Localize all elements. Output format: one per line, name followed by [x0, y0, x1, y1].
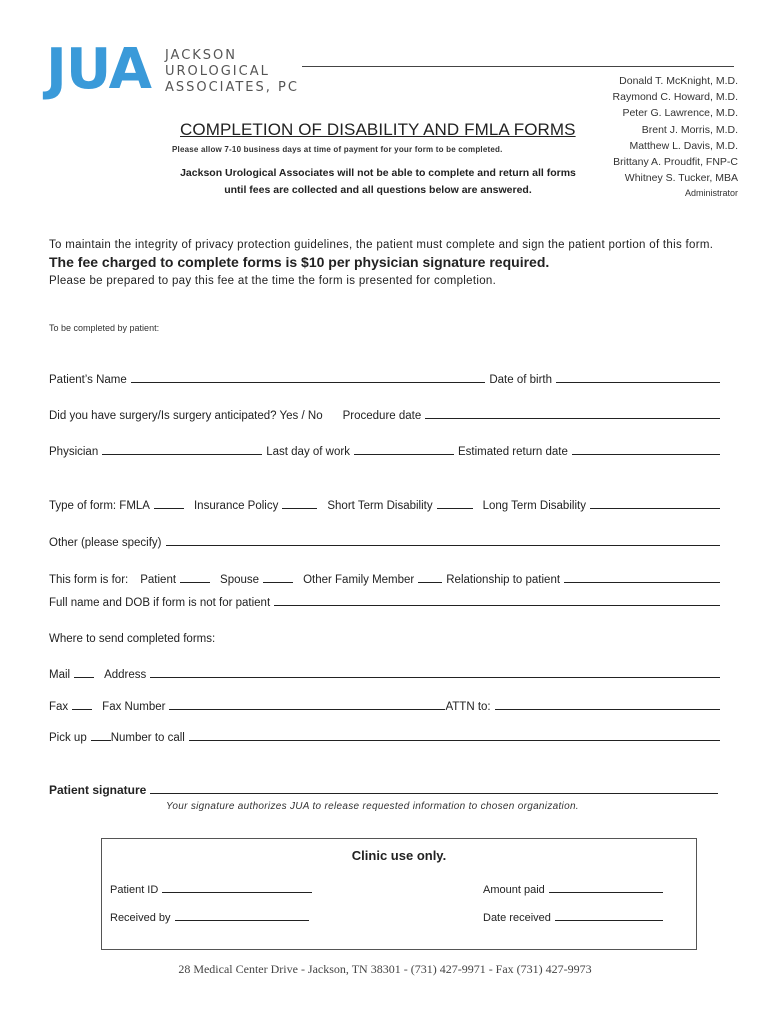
- received-by-label: Received by: [110, 912, 171, 924]
- address-field[interactable]: [150, 666, 720, 678]
- fee-warning-line-2: until fees are collected and all questions below are answered.: [224, 184, 532, 196]
- insurance-field[interactable]: [282, 497, 317, 509]
- fax-number-field[interactable]: [169, 698, 445, 710]
- staff-name: Brittany A. Proudfit, FNP-C: [613, 156, 738, 169]
- form-for-label: This form is for:: [49, 574, 129, 586]
- number-to-call-field[interactable]: [189, 729, 720, 741]
- clinic-row: [110, 881, 312, 896]
- clinic-use-box: [101, 838, 697, 950]
- spouse-option-label: Spouse: [220, 574, 260, 586]
- staff-name: Matthew L. Davis, M.D.: [629, 139, 738, 152]
- fax-label: Fax: [49, 701, 69, 713]
- form-row: [49, 371, 720, 386]
- patient-id-label: Patient ID: [110, 884, 159, 896]
- patient-option-label: Patient: [140, 574, 177, 586]
- processing-time-note: Please allow 7-10 business days at time of payment for your form to be completed.: [172, 145, 503, 154]
- mail-checkbox-field[interactable]: [74, 666, 94, 678]
- amount-paid-label: Amount paid: [483, 884, 545, 896]
- form-row: [49, 782, 720, 797]
- form-row: [49, 534, 720, 549]
- relationship-field[interactable]: [564, 571, 720, 583]
- insurance-label: Insurance Policy: [193, 500, 279, 512]
- return-date-label: Estimated return date: [457, 446, 568, 458]
- form-type-fmla-label: Type of form: FMLA: [49, 500, 150, 512]
- date-received-field[interactable]: [555, 909, 663, 921]
- patient-signature-field[interactable]: [150, 782, 718, 794]
- header-divider: [302, 66, 734, 67]
- attn-label: ATTN to:: [445, 701, 491, 713]
- staff-name: Whitney S. Tucker, MBA: [624, 172, 738, 185]
- intro-text: To maintain the integrity of privacy protection guidelines, the patient must complete and sign the patient portion of this form.: [49, 239, 714, 251]
- amount-paid-field[interactable]: [549, 881, 663, 893]
- staff-role: Administrator: [684, 188, 738, 199]
- fee-warning-line-1: Jackson Urological Associates will not be able to complete and return all forms: [180, 167, 576, 179]
- form-row: [49, 729, 720, 744]
- staff-name: Brent J. Morris, M.D.: [641, 123, 738, 136]
- patient-name-label: Patient’s Name: [49, 374, 127, 386]
- date-received-label: Date received: [483, 912, 551, 924]
- clinic-row: [483, 881, 663, 896]
- physician-label: Physician: [49, 446, 99, 458]
- spouse-option-field[interactable]: [263, 571, 293, 583]
- signature-authorization-note: Your signature authorizes JUA to release requested information to chosen organization.: [166, 801, 579, 812]
- clinic-row: [483, 909, 663, 924]
- pick-up-checkbox-field[interactable]: [91, 729, 111, 741]
- logo-mark: JUA: [46, 37, 151, 102]
- staff-name: Donald T. McKnight, M.D.: [619, 75, 738, 87]
- address-label: Address: [104, 669, 147, 681]
- pick-up-label: Pick up: [49, 732, 87, 744]
- fax-checkbox-field[interactable]: [72, 698, 92, 710]
- other-family-label: Other Family Member: [303, 574, 415, 586]
- procedure-date-label: Procedure date: [342, 410, 422, 422]
- received-by-field[interactable]: [175, 909, 309, 921]
- last-day-field[interactable]: [354, 443, 454, 455]
- intro-text-2: Please be prepared to pay this fee at the time the form is presented for completion.: [49, 275, 497, 287]
- logo-name-line-3: ASSOCIATES, PC: [164, 80, 299, 95]
- patient-name-field[interactable]: [131, 371, 486, 383]
- short-term-label: Short Term Disability: [327, 500, 433, 512]
- fax-number-label: Fax Number: [102, 701, 166, 713]
- form-row: [49, 497, 720, 512]
- logo-name: [165, 48, 299, 96]
- fee-warning: [162, 165, 594, 199]
- staff-name: Raymond C. Howard, M.D.: [612, 91, 738, 104]
- clinic-row: [110, 909, 309, 924]
- staff-list: [613, 73, 738, 200]
- physician-field[interactable]: [102, 443, 262, 455]
- form-row: [49, 633, 720, 645]
- fmla-field[interactable]: [154, 497, 184, 509]
- dob-field[interactable]: [556, 371, 720, 383]
- section-label: To be completed by patient:: [49, 323, 160, 333]
- staff-name: Peter G. Lawrence, M.D.: [622, 107, 738, 120]
- mail-label: Mail: [49, 669, 71, 681]
- procedure-date-field[interactable]: [425, 407, 720, 419]
- intro-paragraph: [49, 237, 721, 290]
- dob-label: Date of birth: [489, 374, 552, 386]
- logo-name-line-2: UROLOGICAL: [164, 64, 270, 79]
- return-date-field[interactable]: [572, 443, 720, 455]
- form-title: COMPLETION OF DISABILITY AND FMLA FORMS: [180, 120, 576, 139]
- form-row: [49, 443, 720, 458]
- patient-id-field[interactable]: [162, 881, 312, 893]
- long-term-field[interactable]: [590, 497, 720, 509]
- form-row: [49, 407, 720, 422]
- other-label: Other (please specify): [49, 537, 162, 549]
- surgery-question: Did you have surgery/Is surgery anticipated? Yes / No: [49, 410, 323, 422]
- long-term-label: Long Term Disability: [482, 500, 586, 512]
- jua-logo: [46, 37, 299, 102]
- last-day-label: Last day of work: [266, 446, 350, 458]
- clinic-use-title: Clinic use only.: [351, 848, 447, 863]
- form-row: [49, 571, 720, 586]
- form-row: [49, 698, 720, 713]
- full-name-dob-label: Full name and DOB if form is not for patient: [49, 597, 271, 609]
- form-row: [49, 666, 720, 681]
- form-row: [49, 594, 720, 609]
- where-to-send-label: Where to send completed forms:: [49, 633, 216, 645]
- footer-contact: 28 Medical Center Drive - Jackson, TN 38301 - (731) 427-9971 - Fax (731) 427-9973: [178, 962, 592, 976]
- attn-field[interactable]: [495, 698, 720, 710]
- fee-statement: The fee charged to complete forms is $10 per physician signature required.: [49, 254, 550, 270]
- logo-name-line-1: JACKSON: [164, 48, 238, 63]
- patient-signature-label: Patient signature: [49, 783, 147, 797]
- other-field[interactable]: [166, 534, 721, 546]
- relationship-label: Relationship to patient: [446, 574, 561, 586]
- full-name-dob-field[interactable]: [274, 594, 720, 606]
- number-to-call-label: Number to call: [110, 732, 185, 744]
- other-family-field[interactable]: [418, 571, 442, 583]
- patient-option-field[interactable]: [180, 571, 210, 583]
- short-term-field[interactable]: [437, 497, 473, 509]
